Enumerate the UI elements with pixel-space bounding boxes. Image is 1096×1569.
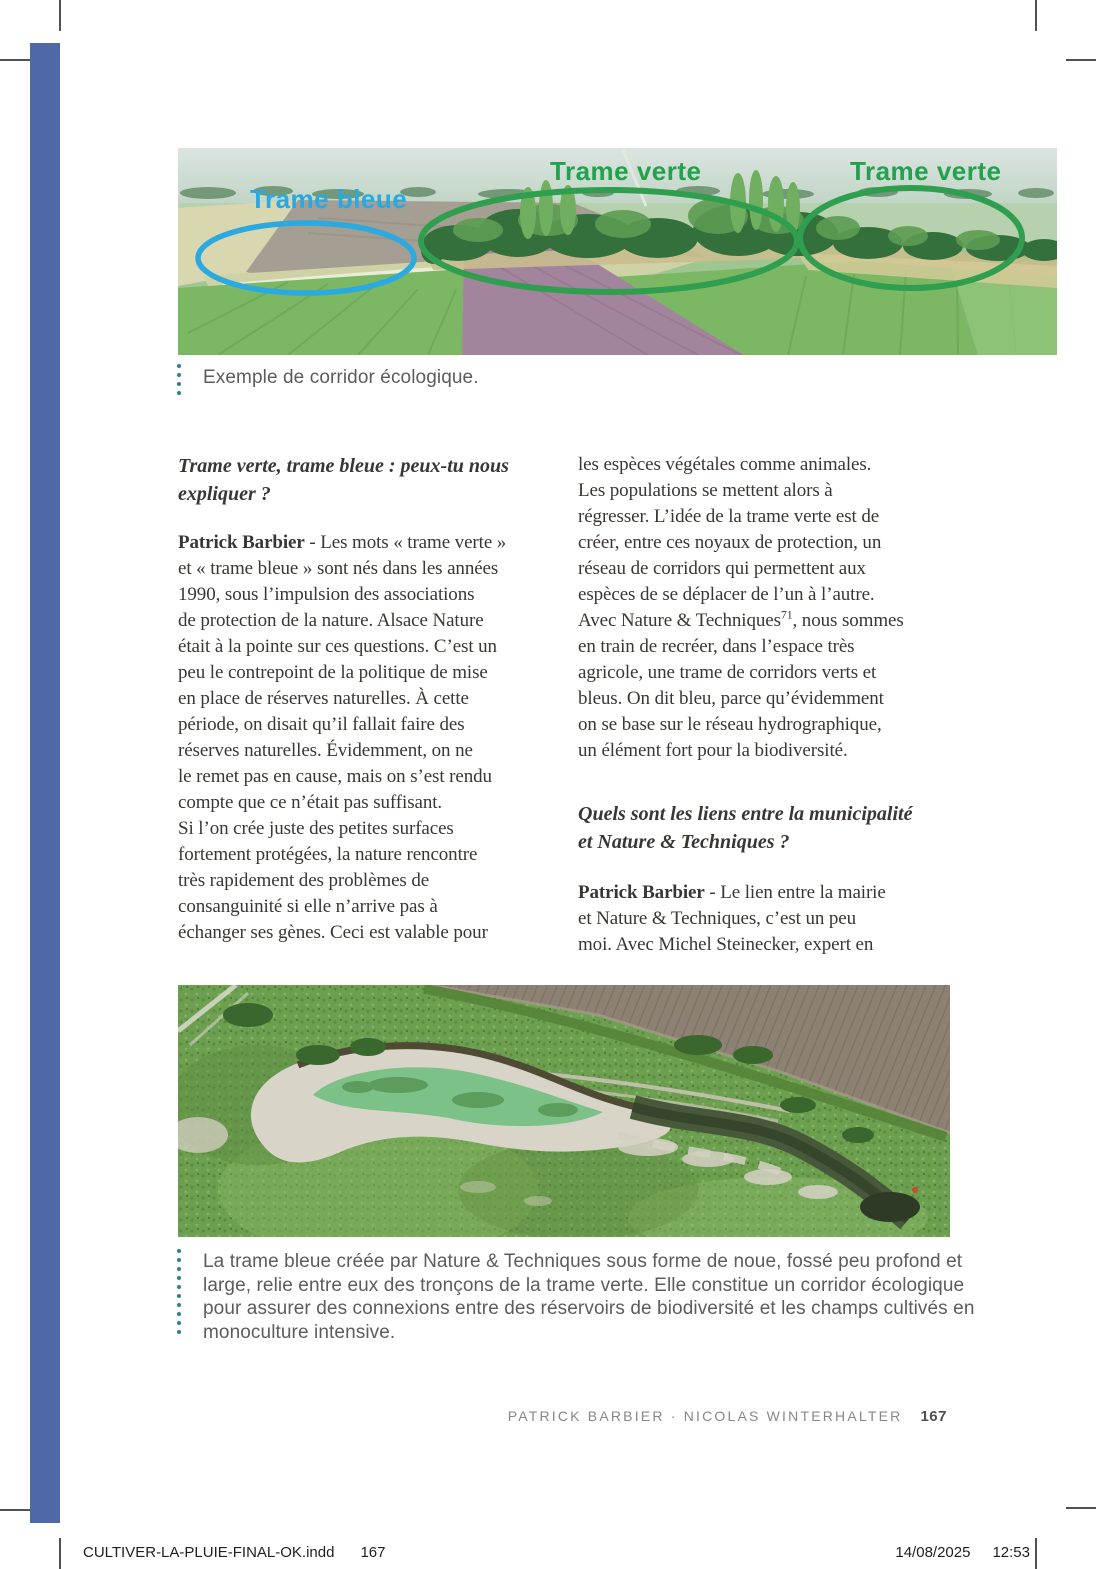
crop-mark-bottom-right-horizontal [1066,1507,1096,1509]
body-line: réserves naturelles. Évidemment, on ne [178,740,473,761]
print-slug-left [83,1544,386,1561]
trame-bleue-label: Trame bleue [250,184,408,214]
body-line: bleus. On dit bleu, parce qu’évidemment [578,688,884,709]
footnote-reference: 71 [780,608,793,622]
slug-time: 12:53 [992,1544,1030,1561]
print-slug-right [895,1544,1030,1561]
text-column-right [578,452,978,958]
caption-line: large, relie entre eux des tronçons de la trame verte. Elle constitue un corridor écologique [203,1274,965,1296]
interview-question: Quels sont les liens entre la municipalité [578,803,913,825]
running-footer [508,1408,947,1425]
body-line: en train de recréer, dans l’espace très [578,636,855,657]
interview-question: expliquer ? [178,483,271,505]
trame-verte-label-1: Trame verte [550,156,702,186]
body-line: Avec Nature & Techniques$^{71}$, nous sommes [578,608,904,631]
speaker-name: Patrick Barbier [178,532,305,553]
body-line: très rapidement des problèmes de [178,870,430,891]
body-line: peu le contrepoint de la politique de mise [178,662,488,683]
crop-mark-top-left-horizontal [0,59,30,61]
body-line: était à la pointe sur ces questions. C’est un [178,636,497,657]
caption-dotted-rule [177,1249,181,1334]
page-number: 167 [920,1408,947,1425]
body-line: consanguinité si elle n’arrive pas à [178,896,438,917]
body-line: moi. Avec Michel Steinecker, expert en [578,934,874,955]
aerial-photo-noue-art [178,985,950,1237]
aerial-photo-corridor-art [178,148,1057,355]
photo-bottom-caption [203,1250,975,1344]
body-line: Patrick Barbier - Le lien entre la mairie [578,882,886,903]
caption-line: pour assurer des connexions entre des réservoirs de biodiversité et les champs cultivés en [203,1298,975,1319]
crop-mark-bottom-right-vertical [1035,1538,1037,1569]
crop-mark-top-right-horizontal [1066,59,1096,61]
body-line: les espèces végétales comme animales. [578,454,872,475]
chapter-edge-bar [30,43,60,1523]
body-line: de protection de la nature. Alsace Nature [178,610,484,631]
body-line: et Nature & Techniques, c’est un peu [578,908,857,929]
body-line: réseau de corridors qui permettent aux [578,558,866,579]
aerial-photo-corridor [178,148,1057,355]
dark-pool [860,1192,920,1222]
crop-mark-top-right-vertical [1035,0,1037,31]
interview-question: Trame verte, trame bleue : peux-tu nous [178,455,509,477]
photo-top-caption: Exemple de corridor écologique. [203,367,479,388]
body-line: Les populations se mettent alors à [578,480,833,501]
crop-mark-bottom-left-horizontal [0,1509,30,1511]
body-line: espèces de se déplacer de l’un à l’autre. [578,584,875,605]
slug-page: 167 [360,1544,386,1561]
slug-date: 14/08/2025 [895,1544,971,1561]
speaker-name: Patrick Barbier [578,882,705,903]
body-line: on se base sur le réseau hydrographique, [578,714,882,735]
caption-line: monoculture intensive. [203,1321,396,1343]
body-line: et « trame bleue » sont nés dans les années [178,558,499,579]
body-line: régresser. L’idée de la trame verte est de [578,506,880,527]
crop-mark-bottom-left-vertical [59,1538,61,1569]
body-line: le remet pas en cause, mais on s’est rendu [178,766,492,787]
text-column-left [178,452,578,946]
body-line: en place de réserves naturelles. À cette [178,688,469,709]
aerial-photo-noue [178,985,950,1237]
body-line: agricole, une trame de corridors verts et [578,662,877,683]
body-line: Si l’on crée juste des petites surfaces [178,818,454,839]
body-line: un élément fort pour la biodiversité. [578,740,848,761]
caption-line: La trame bleue créée par Nature & Techniques sous forme de noue, fossé peu profond et [203,1251,963,1272]
body-line: créer, entre ces noyaux de protection, un [578,532,882,553]
footer-authors: PATRICK BARBIER · NICOLAS WINTERHALTER [507,1408,903,1424]
body-line: période, on disait qu’il fallait faire des [178,714,465,735]
body-line: Patrick Barbier - Les mots « trame verte » [178,532,507,553]
trame-verte-label-2: Trame verte [850,156,1002,186]
slug-filename: CULTIVER-LA-PLUIE-FINAL-OK.indd [83,1544,335,1561]
body-line: échanger ses gènes. Ceci est valable pour [178,922,488,943]
body-line: 1990, sous l’impulsion des associations [178,584,475,605]
interview-question: et Nature & Techniques ? [578,831,790,853]
body-line: compte que ce n’était pas suffisant. [178,792,443,813]
crop-mark-top-left-vertical [59,0,61,31]
caption-dotted-rule [177,364,181,395]
body-line: fortement protégées, la nature rencontre [178,844,478,865]
